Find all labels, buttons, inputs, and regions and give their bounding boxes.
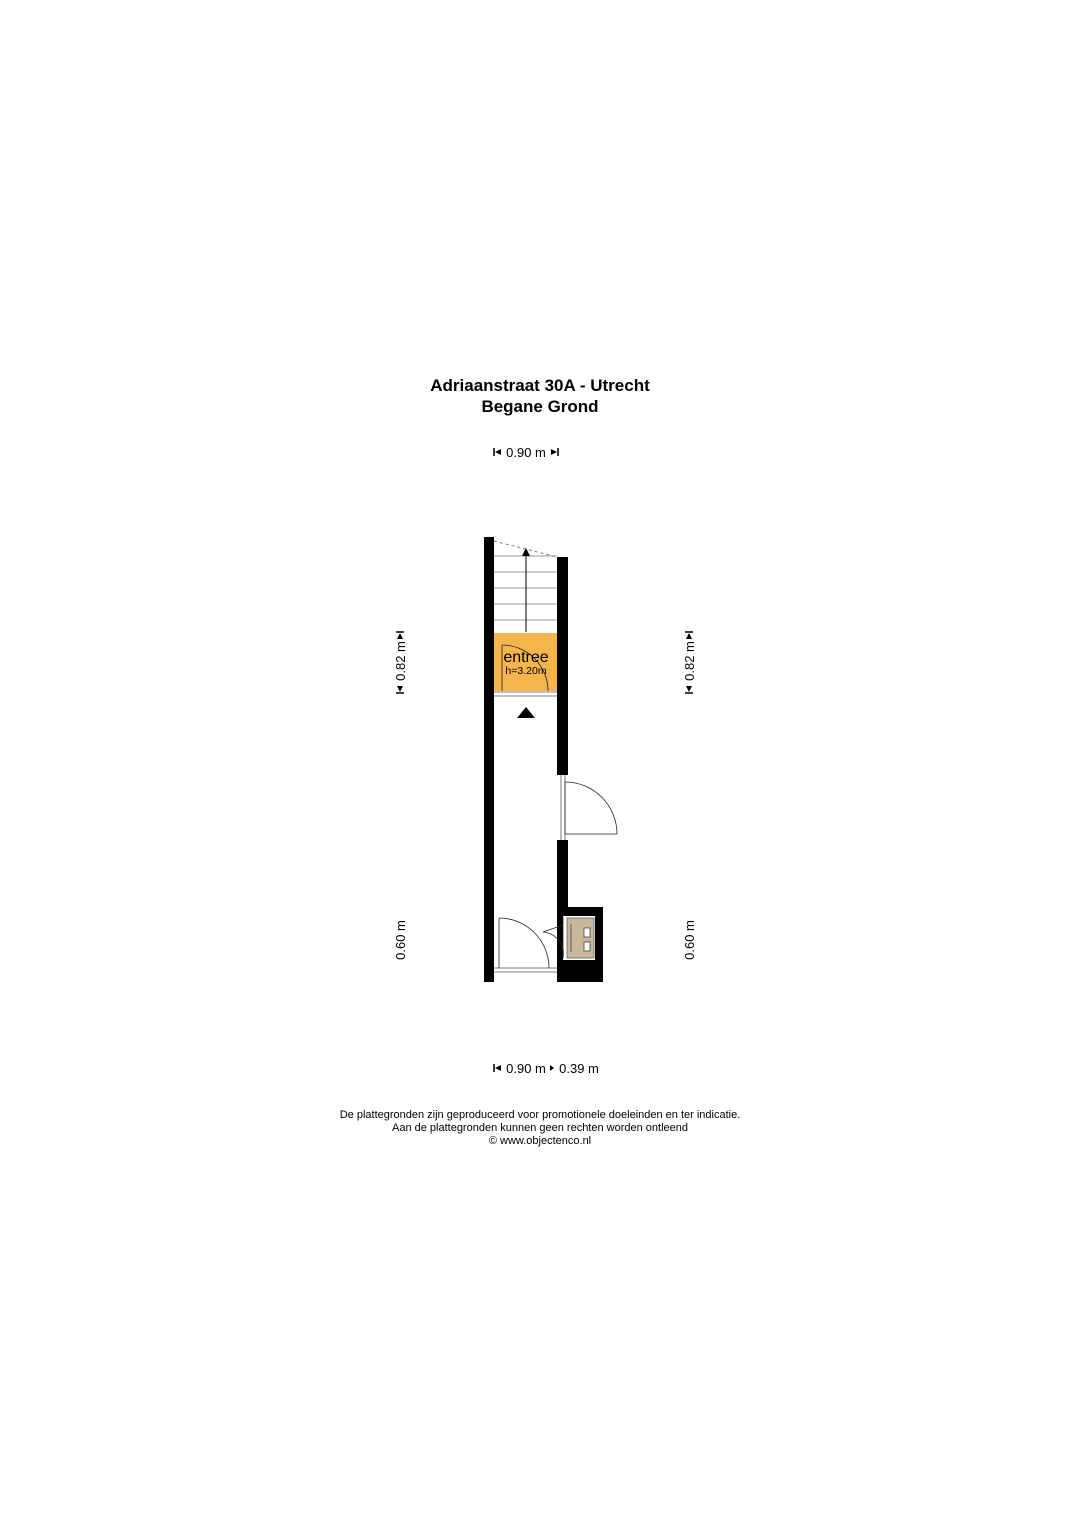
plan-floor-title: Begane Grond (481, 397, 599, 416)
front-door (494, 918, 557, 972)
closet-wall-left (557, 907, 563, 960)
entrance-arrow-icon (517, 707, 535, 718)
disclaimer-line-2: Aan de plattegronden kunnen geen rechten worden ontleend (391, 1122, 688, 1134)
staircase (494, 541, 557, 632)
left-dimensions (393, 632, 408, 960)
right-dimensions (682, 632, 697, 960)
plan-address-title: Adriaanstraat 30A - Utrecht (430, 376, 650, 395)
wall-right-middle (557, 840, 568, 907)
left-lower-label: 0.60 m (393, 920, 408, 960)
bottom-width-extra-label: 0.39 m (559, 1061, 599, 1076)
top-dimension (494, 445, 558, 460)
top-width-label: 0.90 m (506, 445, 546, 460)
bottom-width-main-label: 0.90 m (506, 1061, 546, 1076)
room-height-entree: h=3.20m (505, 665, 547, 677)
disclaimer-line-3: © www.objectenco.nl (488, 1135, 592, 1147)
disclaimer-line-1: De plattegronden zijn geproduceerd voor promotionele doeleinden en ter indicatie. (339, 1109, 741, 1121)
right-lower-label: 0.60 m (682, 920, 697, 960)
wall-right-upper (557, 557, 568, 775)
left-upper-label: 0.82 m (393, 641, 408, 681)
room-label-entree: entree (503, 649, 549, 666)
wall-left (484, 537, 494, 982)
bottom-dimension (494, 1061, 599, 1076)
side-door (561, 775, 617, 840)
closet-wall-bottom (557, 960, 603, 982)
right-upper-label: 0.82 m (682, 641, 697, 681)
